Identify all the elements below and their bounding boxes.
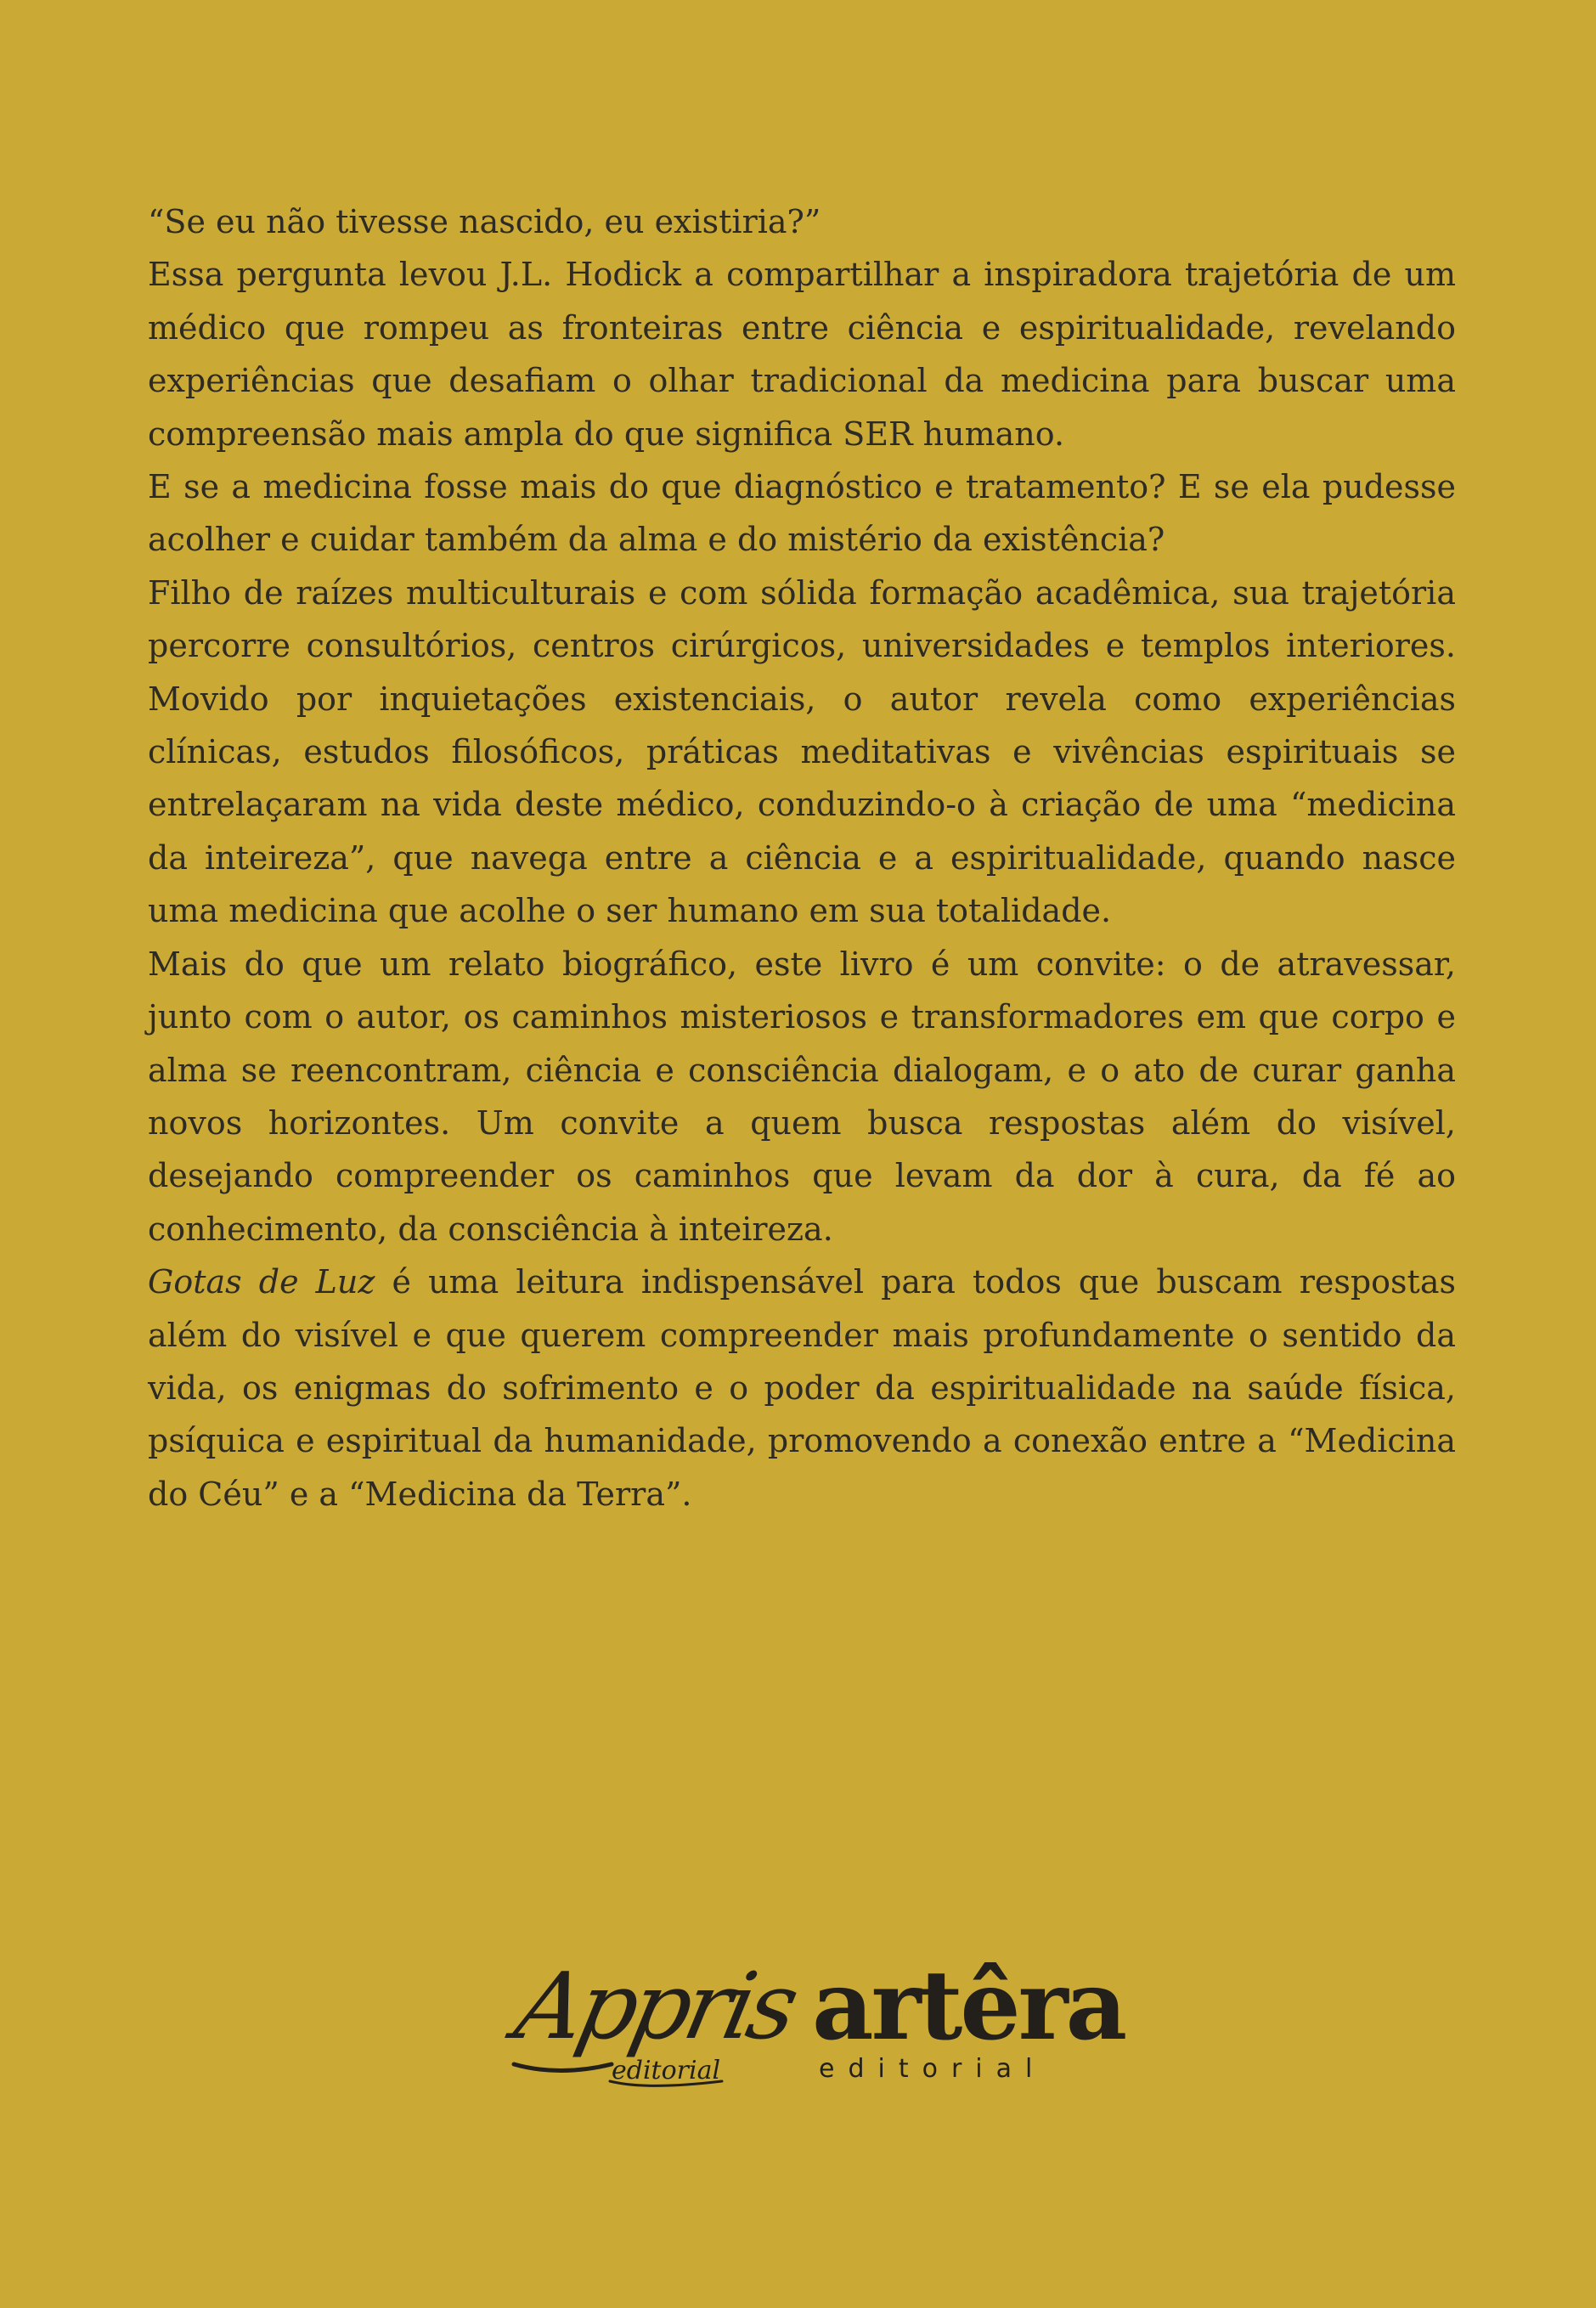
paragraph-invitation: Mais do que um relato biográfico, este livro é um convite: o de atravessar, junto com o autor, os caminhos misteriosos e transformadores em que corpo e alma se reencontram, ciência e consciência dialogam, e o ato de curar ganha novos horizontes. Um convite a quem busca respostas além do visível, desejando compreender os caminhos que levam da dor à cura, da fé ao conhecimento, da consciência à inteireza. [148, 945, 1456, 1248]
closing-text: é uma leitura indispensável para todos que buscam respostas além do visível e que querem compreender mais profundamente o sentido da vida, os enigmas do sofrimento e o poder da espiritualidade na saúde física, psíquica e espiritual da humanidade, promovendo a conexão entre a “Medicina do Céu” e a “Medicina da Terra”. [148, 1263, 1456, 1513]
paragraph-questions: E se a medicina fosse mais do que diagnóstico e tratamento? E se ela pudesse acolher e cuidar também da alma e do mistério da existência? [148, 468, 1456, 559]
back-cover-text [148, 195, 1456, 1521]
paragraph-intro: Essa pergunta levou J.L. Hodick a compartilhar a inspiradora trajetória de um médico que rompeu as fronteiras entre ciência e espiritualidade, revelando experiências que desafiam o olhar tradicional da medicina para buscar uma compreensão mais ampla do que significa SER humano. [148, 256, 1456, 453]
paragraph-closing [148, 1256, 1456, 1521]
appris-wordmark: Appris [506, 1954, 804, 2060]
book-title: Gotas de Luz [148, 1263, 375, 1301]
artera-editorial-logo [812, 1945, 1135, 2098]
paragraph-biography: Filho de raízes multiculturais e com sólida formação acadêmica, sua trajetória percorre consultórios, centros cirúrgicos, universidades e templos interiores. Movido por inquietações existenciais, o autor revela como experiências clínicas, estudos filosóficos, práticas meditativas e vivências espirituais se entrelaçaram na vida deste médico, conduzindo-o à criação de uma “medicina da inteireza”, que navega entre a ciência e a espiritualidade, quando nasce uma medicina que acolhe o ser humano em sua totalidade. [148, 573, 1456, 930]
appris-editorial-logo [506, 1945, 804, 2098]
publisher-logos [506, 1945, 1130, 2098]
artera-wordmark: artêra [812, 1950, 1125, 2062]
appris-subtitle: editorial [612, 2056, 721, 2085]
artera-subtitle: editorial [819, 2054, 1046, 2084]
opening-question: “Se eu não tivesse nascido, eu existiria?” [148, 203, 821, 240]
